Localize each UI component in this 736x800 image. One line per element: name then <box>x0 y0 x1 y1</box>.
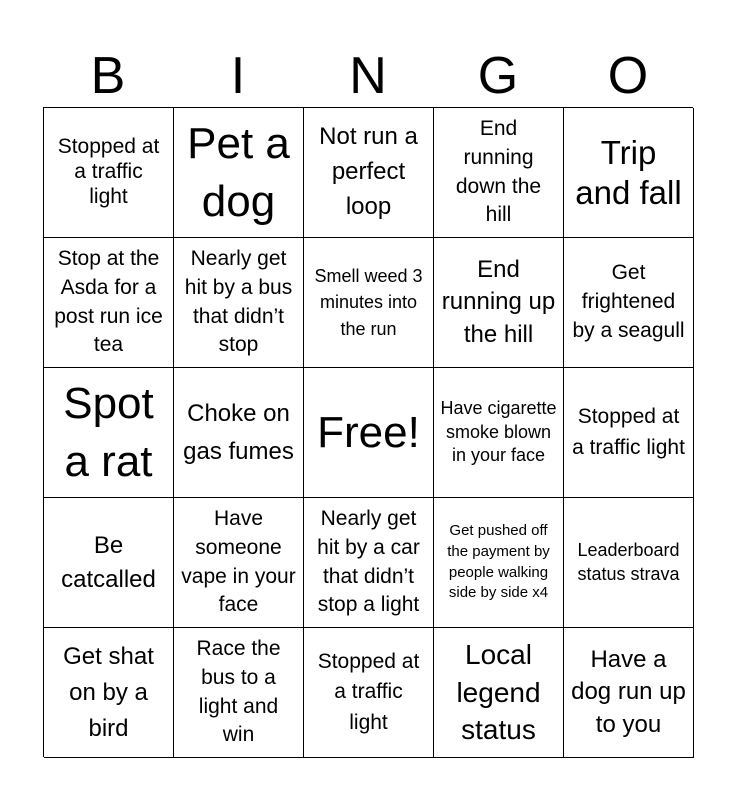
bingo-cell-text: Trip and fall <box>575 133 682 211</box>
header-letter-b: B <box>90 47 126 105</box>
bingo-cell-text: Get frightened by a seagull <box>572 261 685 342</box>
bingo-cell-text: Stopped at a traffic light <box>572 405 685 459</box>
bingo-cell-text: Get shat on by a bird <box>63 642 154 742</box>
bingo-header <box>43 44 693 108</box>
bingo-board <box>43 107 693 757</box>
header-letter-o: O <box>607 47 649 105</box>
bingo-cell[interactable] <box>564 498 694 628</box>
bingo-cell-text: Stopped at a traffic light <box>57 135 160 208</box>
bingo-cell[interactable] <box>174 628 304 758</box>
bingo-cell-text: Smell weed 3 minutes into the run <box>314 266 423 339</box>
bingo-cell-text: End running down the hill <box>455 116 542 227</box>
bingo-cell[interactable] <box>434 368 564 498</box>
bingo-cell-text: Have cigarette smoke blown in your face <box>440 398 557 466</box>
bingo-cell[interactable] <box>434 108 564 238</box>
bingo-cell free-cell[interactable] <box>304 368 434 498</box>
bingo-cell[interactable] <box>304 498 434 628</box>
header-letter-g: G <box>477 47 519 105</box>
bingo-cell-text: Get pushed off the payment by people walking side by side x4 <box>447 522 550 602</box>
bingo-cell[interactable] <box>174 108 304 238</box>
bingo-cell[interactable] <box>434 628 564 758</box>
bingo-cell-text: Choke on gas fumes <box>183 400 294 465</box>
bingo-cell[interactable] <box>434 238 564 368</box>
bingo-cell[interactable] <box>174 238 304 368</box>
bingo-cell[interactable] <box>44 108 174 238</box>
bingo-cell[interactable] <box>44 368 174 498</box>
bingo-cell-text: Be catcalled <box>61 531 156 593</box>
bingo-cell-text: Pet a dog <box>187 119 290 226</box>
bingo-cell-text: Have a dog run up to you <box>571 645 686 738</box>
bingo-cell[interactable] <box>564 108 694 238</box>
bingo-cell-text: Spot a rat <box>63 379 154 486</box>
bingo-cell-text: Leaderboard status strava <box>577 540 680 584</box>
bingo-cell[interactable] <box>304 108 434 238</box>
bingo-cell-text: Nearly get hit by a car that didn’t stop a light <box>317 506 420 617</box>
bingo-cell[interactable] <box>174 498 304 628</box>
bingo-cell-text: Local legend status <box>456 638 541 746</box>
bingo-cell[interactable] <box>44 628 174 758</box>
bingo-cell[interactable] <box>304 628 434 758</box>
bingo-cell[interactable] <box>564 238 694 368</box>
bingo-cell-text: End running up the hill <box>441 255 556 348</box>
bingo-cell-text: Have someone vape in your face <box>181 506 296 617</box>
bingo-cell[interactable] <box>174 368 304 498</box>
free-space-text: Free! <box>317 407 420 457</box>
bingo-cell-text: Race the bus to a light and win <box>196 636 281 747</box>
header-letter-n: N <box>349 47 387 105</box>
bingo-cell[interactable] <box>564 628 694 758</box>
bingo-cell[interactable] <box>44 238 174 368</box>
bingo-cell-text: Nearly get hit by a bus that didn’t stop <box>184 246 293 357</box>
bingo-cell[interactable] <box>304 238 434 368</box>
bingo-cell[interactable] <box>434 498 564 628</box>
bingo-cell[interactable] <box>44 498 174 628</box>
bingo-cell[interactable] <box>564 368 694 498</box>
header-letter-i: I <box>230 47 246 105</box>
bingo-cell-text: Not run a perfect loop <box>319 123 418 220</box>
bingo-cell-text: Stopped at a traffic light <box>317 649 420 734</box>
bingo-cell-text: Stop at the Asda for a post run ice tea <box>54 246 163 357</box>
